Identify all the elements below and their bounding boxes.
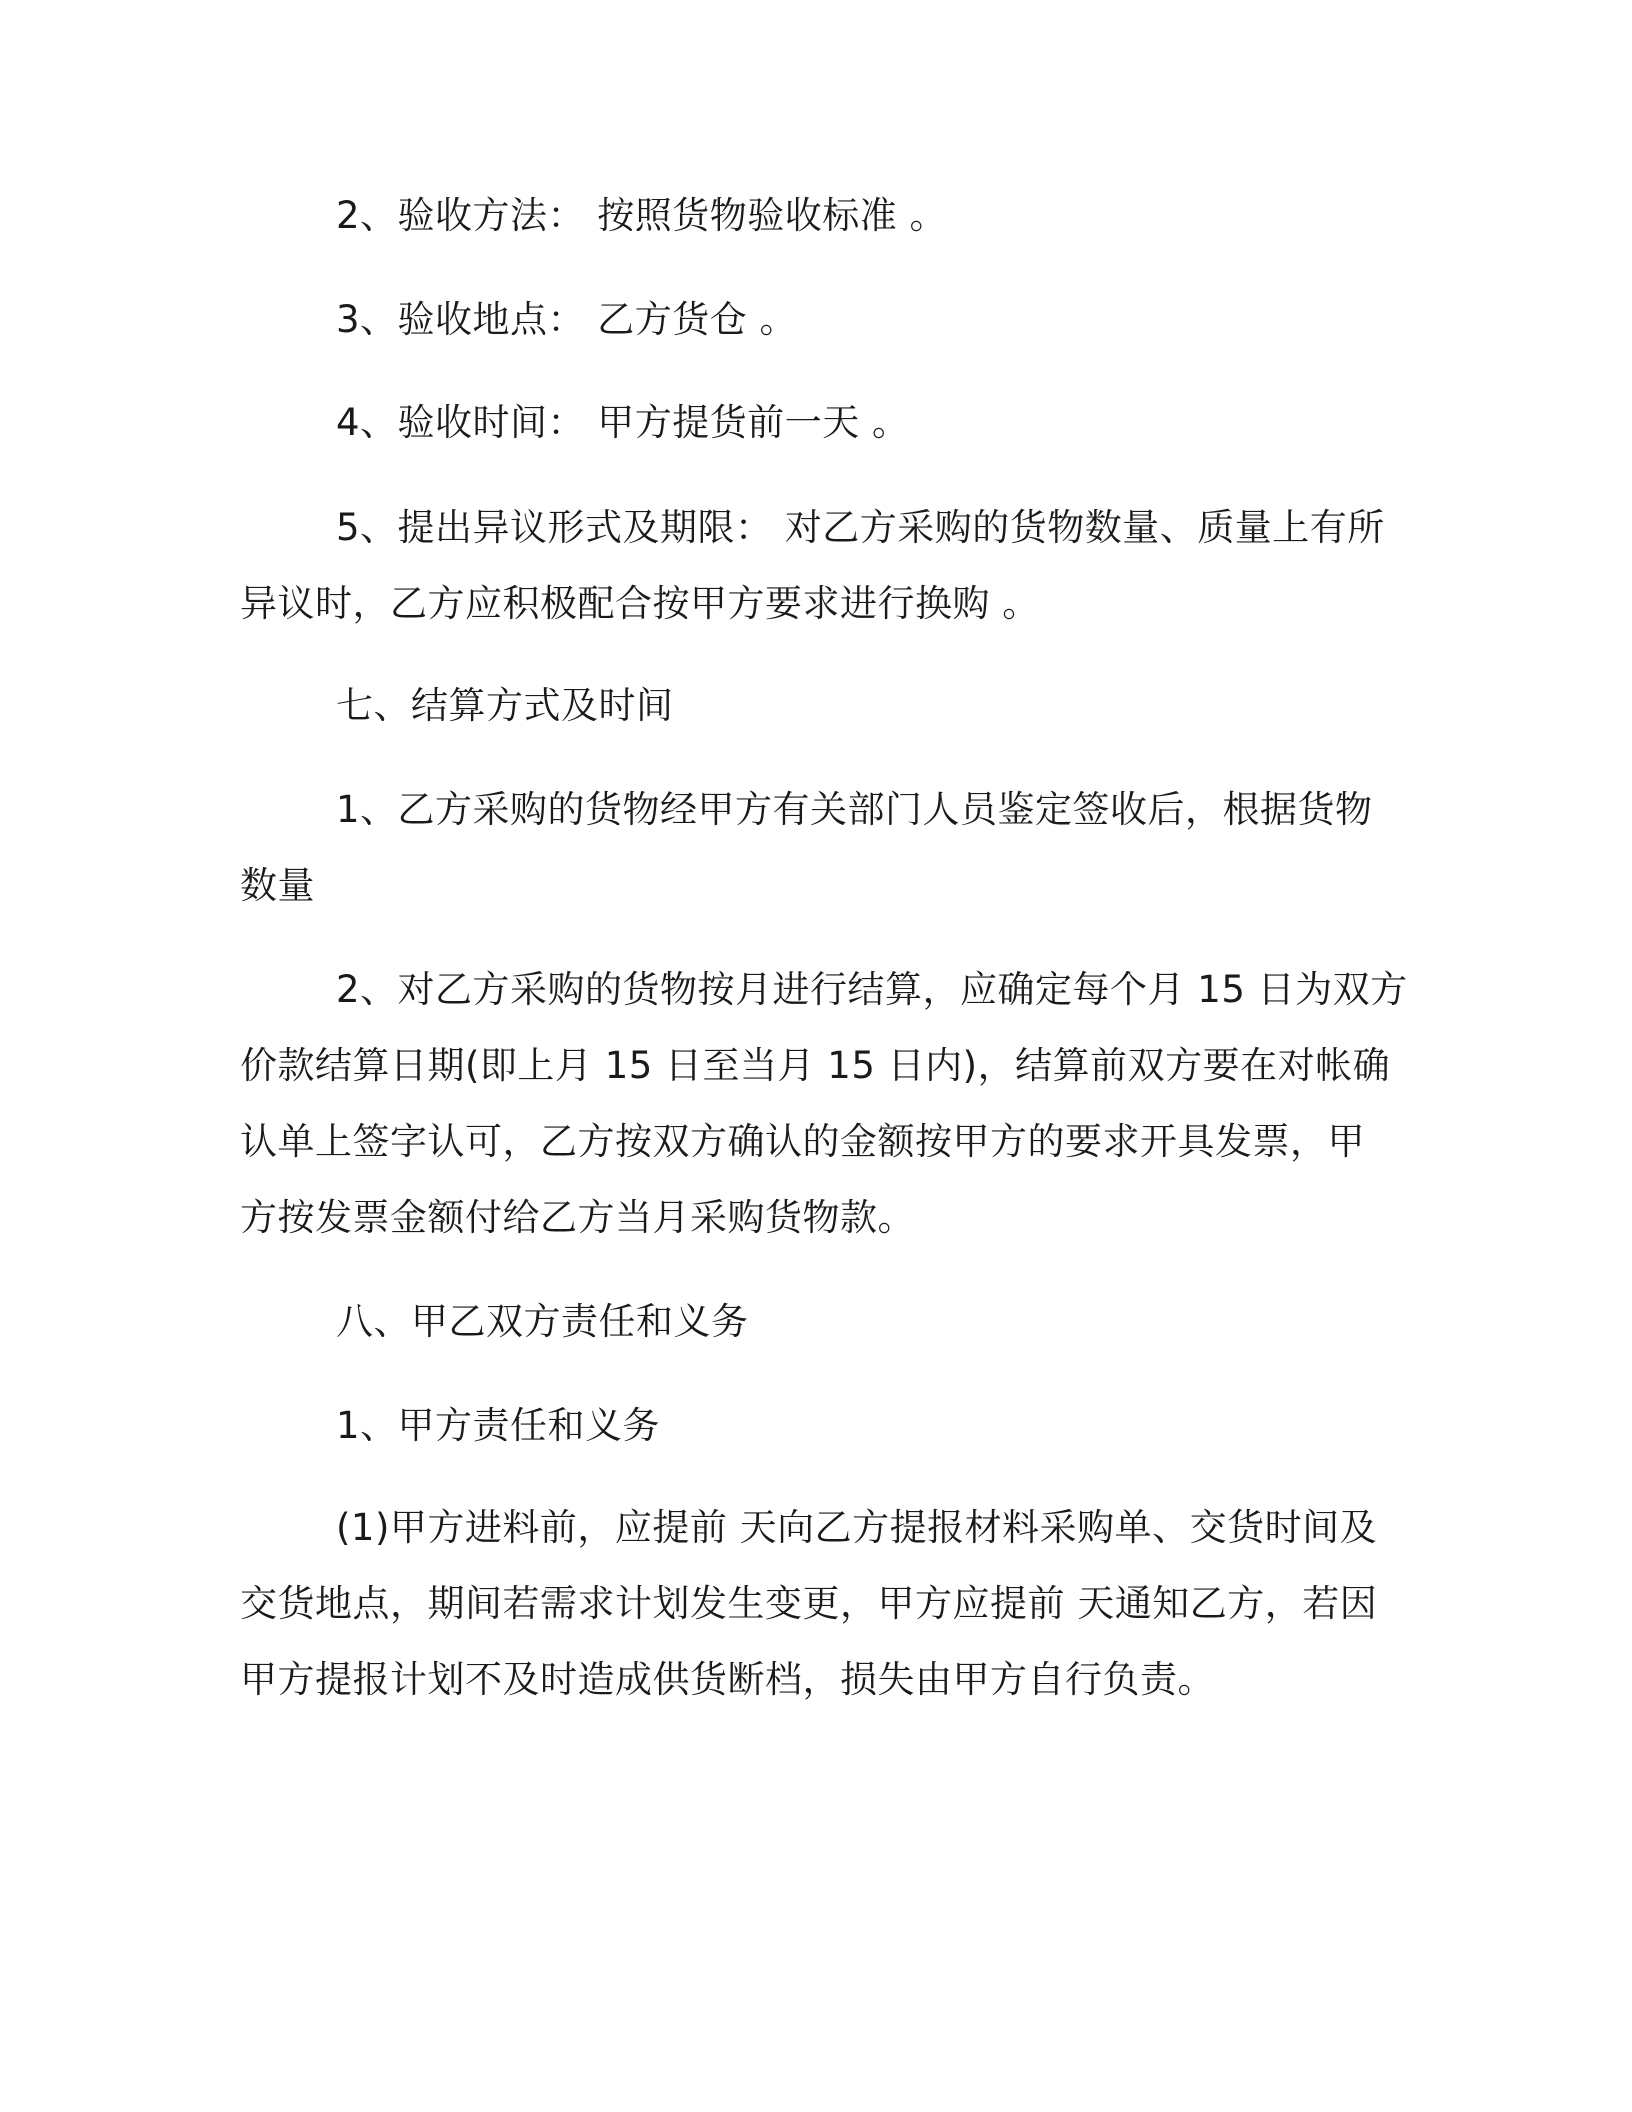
paragraph-acceptance-time bbox=[240, 385, 1370, 461]
text-line: 异议时，乙方应积极配合按甲方要求进行换购 。 bbox=[240, 582, 1040, 625]
text-line: 数量 bbox=[240, 864, 315, 907]
paragraph-acceptance-method bbox=[240, 178, 1370, 254]
text-line: 5、提出异议形式及期限： 对乙方采购的货物数量、质量上有所 bbox=[336, 506, 1385, 549]
text-line: 甲方提报计划不及时造成供货断档，损失由甲方自行负责。 bbox=[240, 1658, 1215, 1701]
text-line: 1、乙方采购的货物经甲方有关部门人员鉴定签收后，根据货物 bbox=[336, 788, 1373, 831]
text-line: 八、甲乙双方责任和义务 bbox=[336, 1300, 749, 1343]
paragraph-acceptance-location bbox=[240, 282, 1370, 358]
text-line: 价款结算日期(即上月 15 日至当月 15 日内)，结算前双方要在对帐确 bbox=[240, 1044, 1391, 1087]
text-line: 3、验收地点： 乙方货仓 。 bbox=[336, 298, 798, 341]
text-line: 认单上签字认可，乙方按双方确认的金额按甲方的要求开具发票，甲 bbox=[240, 1120, 1365, 1163]
paragraph-objection bbox=[240, 490, 1385, 642]
paragraph-settlement-1 bbox=[240, 772, 1373, 924]
section-heading-responsibilities bbox=[240, 1284, 1370, 1360]
text-line: 2、验收方法： 按照货物验收标准 。 bbox=[336, 194, 948, 237]
text-line: 2、对乙方采购的货物按月进行结算，应确定每个月 15 日为双方 bbox=[336, 968, 1408, 1011]
text-line: 七、结算方式及时间 bbox=[336, 684, 674, 727]
subsection-heading-party-a bbox=[240, 1388, 1370, 1464]
paragraph-party-a-1 bbox=[240, 1490, 1378, 1718]
text-line: 方按发票金额付给乙方当月采购货物款。 bbox=[240, 1196, 915, 1239]
paragraph-settlement-2 bbox=[240, 952, 1408, 1256]
text-line: (1)甲方进料前，应提前 天向乙方提报材料采购单、交货时间及 bbox=[336, 1506, 1378, 1549]
text-line: 4、验收时间： 甲方提货前一天 。 bbox=[336, 401, 910, 444]
text-line: 交货地点，期间若需求计划发生变更，甲方应提前 天通知乙方，若因 bbox=[240, 1582, 1378, 1625]
text-line: 1、甲方责任和义务 bbox=[336, 1404, 661, 1447]
section-heading-settlement bbox=[240, 668, 1370, 744]
